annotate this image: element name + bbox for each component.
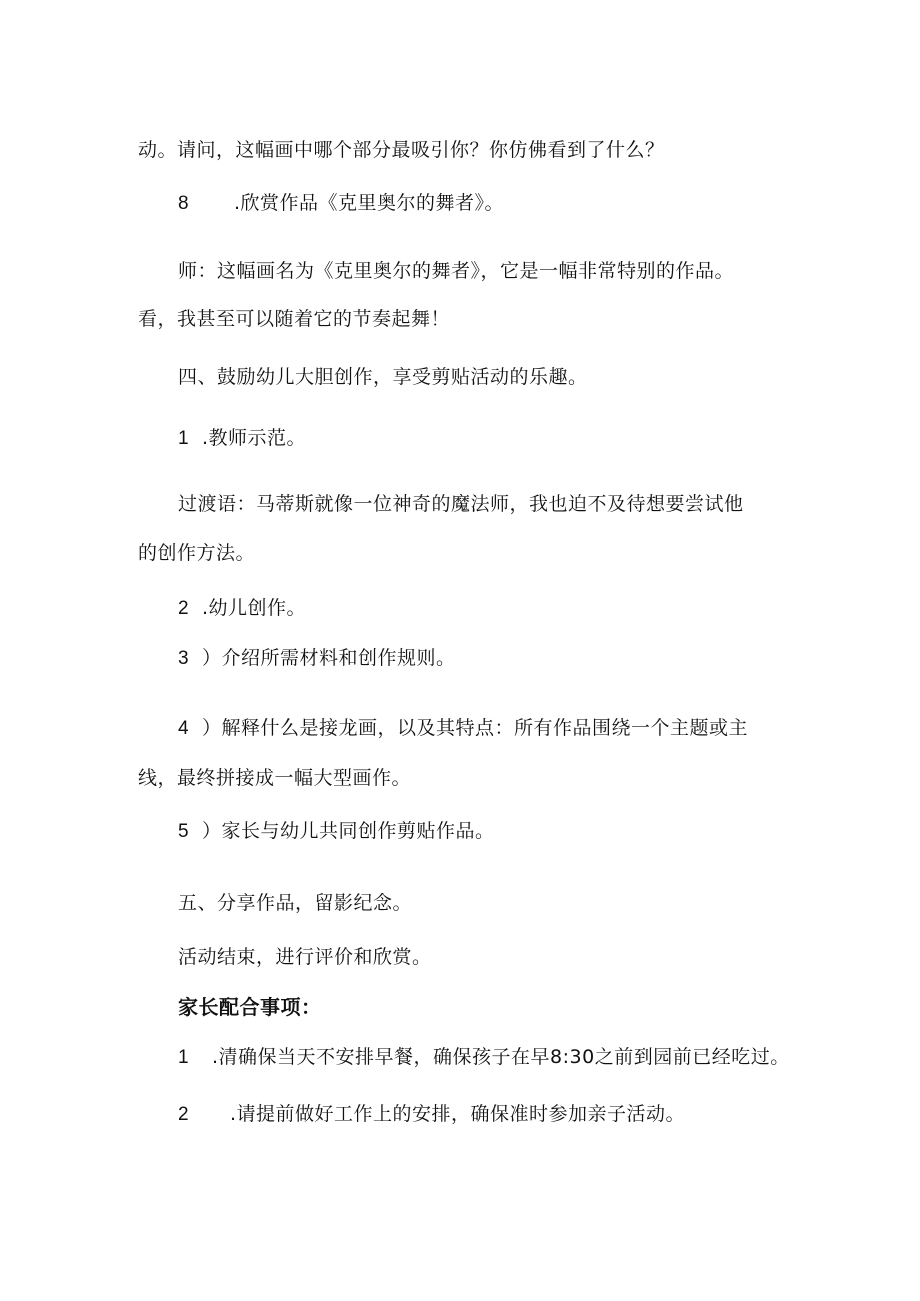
line-text: 师：这幅画名为《克里奥尔的舞者》，它是一幅非常特别的作品。 (178, 260, 735, 282)
list-item-2 (178, 596, 306, 621)
line-text: 活动结束，进行评价和欣赏。 (178, 946, 432, 968)
paragraph-line (138, 766, 411, 790)
list-number: 2 (178, 1104, 190, 1125)
line-text: 五、分享作品，留影纪念。 (178, 892, 413, 914)
line-text: 四、鼓励幼儿大胆创作，享受剪贴活动的乐趣。 (178, 366, 588, 388)
list-text: ）家长与幼儿共同创作剪贴作品。 (202, 820, 495, 842)
section-heading-5 (178, 891, 412, 915)
line-text: 过渡语：马蒂斯就像一位神奇的魔法师，我也迫不及待想要尝试他 (178, 493, 744, 515)
list-number: 3 (178, 648, 190, 669)
list-text: .请提前做好工作上的安排，确保准时参加亲子活动。 (230, 1103, 686, 1125)
list-item-3 (178, 646, 456, 671)
section-heading-4 (178, 365, 588, 389)
list-item-5 (178, 819, 495, 844)
list-text: .幼儿创作。 (202, 597, 307, 619)
line-text: 动。请问，这幅画中哪个部分最吸引你？你仿佛看到了什么？ (138, 139, 665, 161)
line-text: 的创作方法。 (138, 542, 256, 564)
line-text: 线，最终拼接成一幅大型画作。 (138, 767, 412, 789)
paragraph-line (178, 945, 432, 969)
list-number: 4 (178, 718, 190, 739)
list-text: .清确保当天不安排早餐，确保孩子在早8:30之前到园前已经吃过。 (212, 1046, 790, 1068)
paragraph-line (138, 138, 665, 162)
paragraph-line (138, 307, 450, 331)
paragraph-line (138, 541, 255, 565)
line-text: 看，我甚至可以随着它的节奏起舞！ (138, 308, 451, 330)
list-number: 1 (178, 428, 190, 449)
list-text: .欣赏作品《克里奥尔的舞者》。 (234, 192, 505, 214)
list-number: 5 (178, 821, 190, 842)
list-item-8 (178, 191, 504, 216)
list-number: 8 (178, 193, 190, 214)
list-text: ）介绍所需材料和创作规则。 (202, 647, 456, 669)
list-item-1 (178, 426, 306, 451)
list-text: ）解释什么是接龙画，以及其特点：所有作品围绕一个主题或主 (202, 717, 749, 739)
list-number: 1 (178, 1047, 190, 1068)
parent-note-2 (178, 1102, 685, 1127)
parent-notes-heading (178, 995, 322, 1019)
parent-note-1 (178, 1045, 790, 1070)
list-number: 2 (178, 598, 190, 619)
list-item-4 (178, 716, 748, 741)
heading-text: 家长配合事项： (178, 995, 322, 1019)
list-text: .教师示范。 (202, 427, 307, 449)
paragraph-line (178, 492, 744, 516)
paragraph-line (178, 259, 734, 283)
